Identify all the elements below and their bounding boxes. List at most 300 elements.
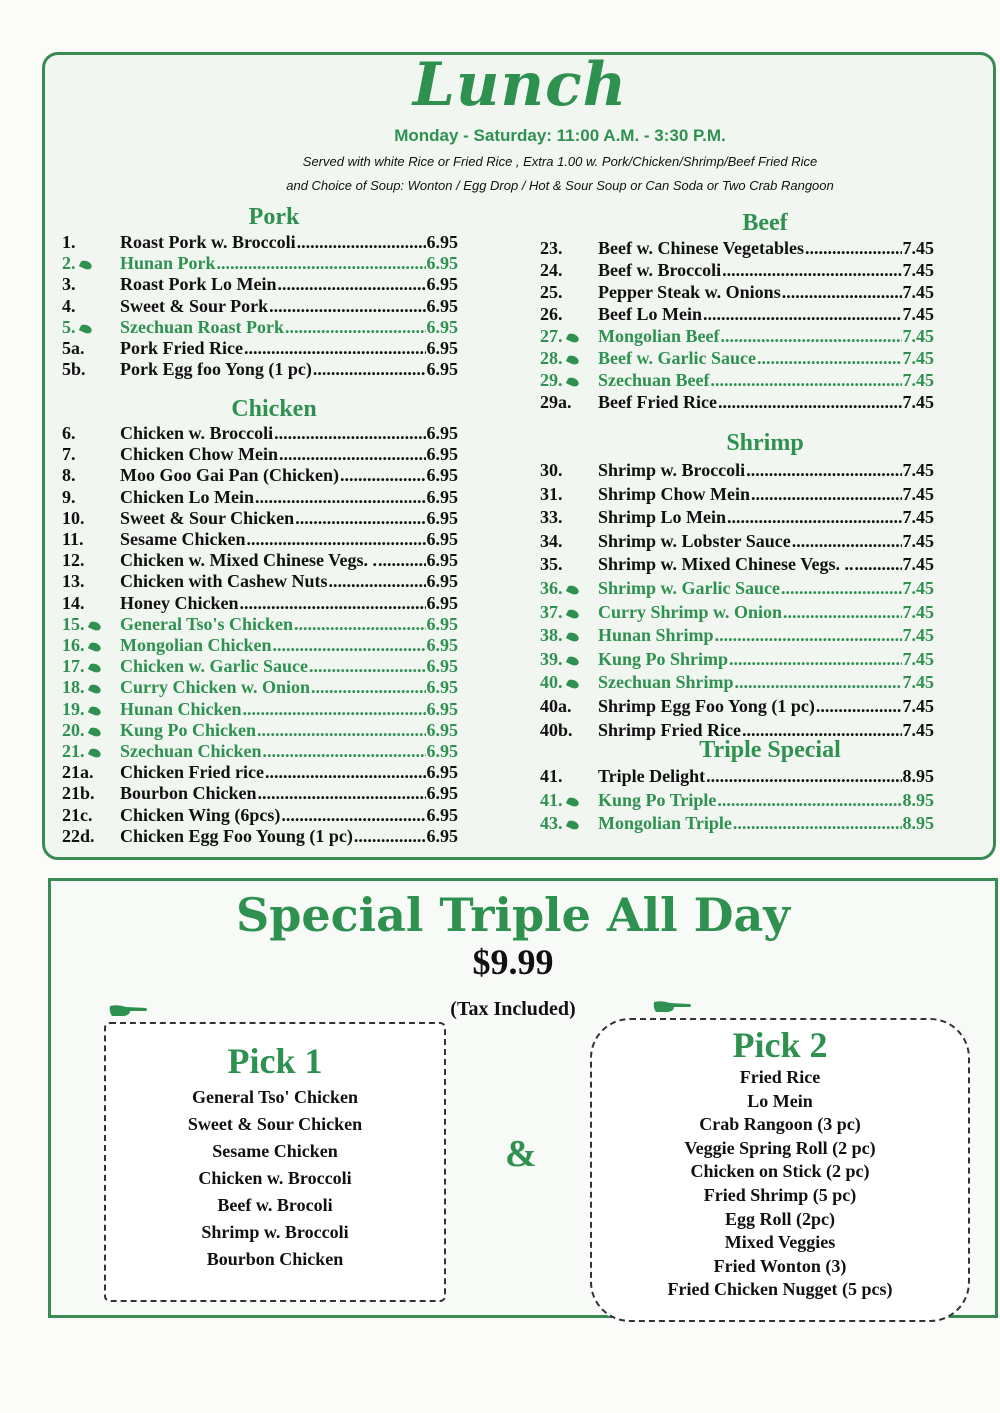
item-name: Moo Goo Gai Pan (Chicken) (120, 465, 339, 486)
pick2-item: Fried Shrimp (5 pc) (703, 1185, 857, 1205)
leader-dots (273, 635, 426, 656)
item-name: Chicken Lo Mein (120, 486, 255, 507)
item-name: Hunan Pork (120, 253, 216, 274)
tax-note: (Tax Included) (450, 998, 576, 1020)
item-price: 7.45 (902, 625, 934, 646)
item-number: 37. (540, 602, 598, 623)
leader-dots (742, 720, 902, 741)
item-number: 2. (62, 253, 120, 274)
item-name: Szechuan Shrimp (598, 672, 734, 693)
item-price: 6.95 (426, 359, 458, 380)
lunch-hours: Monday - Saturday: 11:00 A.M. - 3:30 P.M. (394, 126, 726, 145)
item-price: 7.45 (902, 719, 934, 740)
item-price: 7.45 (902, 304, 934, 324)
leader-dots (721, 326, 902, 347)
item-price: 7.45 (902, 554, 934, 575)
item-number: 41. (540, 766, 563, 786)
item-number: 8. (62, 465, 76, 486)
pick2-item: Veggie Spring Roll (2 pc) (684, 1137, 876, 1158)
item-name: Beef Lo Mein (598, 304, 702, 324)
item-price: 7.45 (902, 392, 934, 412)
pepper-icon (565, 795, 579, 807)
leader-dots (715, 625, 902, 646)
menu-item (540, 813, 934, 834)
item-price: 6.95 (426, 613, 458, 634)
leader-dots (265, 762, 426, 783)
pepper-icon (87, 726, 101, 738)
item-name: Shrimp Chow Mein (598, 483, 751, 504)
item-price: 7.45 (902, 326, 934, 346)
item-price: 6.95 (426, 338, 458, 358)
pick1-item: Bourbon Chicken (206, 1249, 344, 1269)
item-name: Szechuan Beef (598, 370, 710, 390)
pick1-item: Sweet & Sour Chicken (187, 1114, 363, 1134)
item-number: 20. (62, 720, 120, 741)
leader-dots (258, 783, 426, 804)
leader-dots (285, 317, 425, 338)
menu-item (62, 720, 458, 741)
item-name: Mongolian Chicken (120, 635, 272, 655)
menu-item (62, 571, 458, 592)
item-number: 38. (540, 625, 598, 646)
menu-item (540, 766, 934, 787)
item-name: Kung Po Shrimp (598, 648, 729, 669)
item-price: 6.95 (426, 507, 458, 528)
item-price: 6.95 (426, 295, 458, 316)
item-price: 7.45 (902, 507, 934, 528)
item-price: 6.95 (426, 571, 458, 592)
item-name: Sweet & Sour Pork (120, 295, 269, 316)
menu-item (540, 392, 934, 413)
item-number: 31. (540, 483, 563, 504)
leader-dots (706, 766, 901, 787)
pepper-icon (78, 323, 92, 335)
item-price: 6.95 (426, 592, 458, 613)
menu-item (62, 508, 458, 529)
section-shrimp-title: Shrimp (726, 430, 804, 456)
menu-item (62, 762, 458, 783)
leader-dots (240, 593, 426, 614)
item-price: 7.45 (902, 578, 934, 598)
menu-item (540, 238, 934, 259)
item-number: 6. (62, 423, 76, 443)
item-name: Shrimp Fried Rice (598, 719, 741, 740)
leader-dots (354, 826, 426, 847)
item-price: 6.95 (426, 656, 458, 677)
menu-item (62, 487, 458, 508)
item-number: 21a. (62, 762, 94, 783)
item-price: 7.45 (902, 238, 934, 258)
leader-dots (313, 359, 426, 380)
menu-item (62, 253, 458, 274)
special-price: $9.99 (472, 942, 554, 982)
item-price: 6.95 (426, 423, 458, 443)
item-price: 6.95 (426, 486, 458, 507)
menu-item (62, 805, 458, 826)
leader-dots (243, 699, 426, 720)
leader-dots (711, 370, 902, 391)
item-number: 29a. (540, 392, 572, 412)
leader-dots (816, 696, 902, 717)
item-number: 29. (540, 370, 598, 391)
item-number: 5b. (62, 359, 86, 380)
item-number: 40b. (540, 719, 573, 740)
item-price: 6.95 (426, 783, 458, 804)
item-price: 6.95 (426, 804, 458, 825)
item-name: Kung Po Chicken (120, 719, 257, 740)
item-number: 40a. (540, 696, 572, 716)
menu-item (62, 677, 458, 698)
item-number: 22d. (62, 825, 95, 846)
item-name: Chicken Fried rice (120, 762, 264, 783)
item-price: 7.45 (902, 530, 934, 551)
item-number: 30. (540, 460, 563, 480)
item-price: 7.45 (902, 601, 934, 622)
pick1-item: Sesame Chicken (212, 1141, 338, 1161)
item-number: 13. (62, 571, 85, 592)
item-name: Mongolian Triple (598, 813, 732, 834)
item-number: 21. (62, 741, 120, 762)
menu-item (540, 348, 934, 369)
item-number: 35. (540, 554, 563, 575)
menu-item (540, 672, 934, 693)
leader-dots (244, 338, 426, 359)
pepper-icon (565, 819, 579, 831)
item-name: General Tso's Chicken (120, 613, 294, 634)
item-number: 39. (540, 649, 598, 670)
pepper-icon (565, 354, 579, 366)
leader-dots (378, 550, 425, 571)
item-name: Pork Fried Rice (120, 338, 243, 358)
pepper-icon (87, 662, 101, 674)
leader-dots (722, 260, 901, 281)
menu-item (540, 304, 934, 325)
menu-item (540, 696, 934, 717)
menu-item (62, 826, 458, 847)
leader-dots (805, 238, 902, 259)
menu-item (540, 531, 934, 552)
pepper-icon (87, 620, 101, 632)
item-number: 25. (540, 282, 563, 302)
item-price: 6.95 (426, 762, 458, 783)
pick2-item: Mixed Veggies (724, 1232, 836, 1253)
item-price: 6.95 (426, 465, 458, 486)
item-price: 6.95 (426, 316, 458, 337)
leader-dots (278, 274, 426, 295)
item-number: 11. (62, 529, 84, 549)
menu-item (540, 554, 934, 575)
menu-item (62, 359, 458, 380)
item-price: 6.95 (426, 677, 458, 698)
item-price: 6.95 (426, 635, 458, 655)
item-number: 36. (540, 578, 598, 599)
item-number: 40. (540, 672, 598, 693)
item-number: 4. (62, 295, 76, 316)
item-name: Roast Pork Lo Mein (120, 274, 277, 295)
section-triple-title: Triple Special (699, 737, 841, 763)
ampersand: & (505, 1133, 537, 1175)
leader-dots (279, 444, 425, 465)
pick2-item: Lo Mein (747, 1090, 813, 1111)
pick1-item: Shrimp w. Broccoli (201, 1222, 349, 1242)
leader-dots (274, 423, 425, 444)
leader-dots (247, 529, 426, 550)
pick2-title: Pick 2 (732, 1025, 828, 1065)
pepper-icon (87, 683, 101, 695)
menu-item (62, 699, 458, 720)
leader-dots (311, 677, 425, 698)
leader-dots (217, 253, 426, 274)
pepper-icon (565, 607, 579, 619)
item-number: 5. (62, 317, 120, 338)
lunch-title: Lunch (412, 50, 628, 120)
item-number: 21c. (62, 804, 93, 825)
pick2-item: Fried Wonton (3) (713, 1255, 847, 1276)
item-price: 8.95 (902, 766, 934, 786)
item-number: 21b. (62, 783, 95, 804)
special-title: Special Triple All Day (235, 888, 791, 942)
menu-item (62, 274, 458, 295)
section-beef-title: Beef (742, 210, 788, 236)
item-name: Szechuan Chicken (120, 741, 262, 761)
leader-dots (263, 741, 426, 762)
item-number: 19. (62, 699, 120, 720)
pointing-hand-icon (108, 1002, 148, 1018)
item-price: 7.45 (902, 672, 934, 693)
menu-item (540, 460, 934, 481)
item-number: 33. (540, 507, 563, 528)
item-number: 14. (62, 592, 85, 613)
item-name: Roast Pork w. Broccoli (120, 232, 296, 252)
item-number: 43. (540, 813, 598, 834)
item-number: 17. (62, 656, 120, 677)
leader-dots (257, 720, 425, 741)
pepper-icon (565, 678, 579, 690)
menu-item (540, 484, 934, 505)
item-name: Shrimp Egg Foo Yong (1 pc) (598, 696, 815, 716)
leader-dots (717, 790, 901, 811)
leader-dots (281, 805, 425, 826)
pointing-hand-icon (652, 998, 692, 1014)
pick1-title: Pick 1 (227, 1041, 323, 1081)
menu-item (62, 783, 458, 804)
menu-item (62, 529, 458, 550)
item-name: Beef w. Garlic Sauce (598, 348, 756, 368)
item-name: Kung Po Triple (598, 789, 717, 810)
leader-dots (269, 296, 425, 317)
item-name: Sesame Chicken (120, 529, 246, 549)
section-pork-title: Pork (248, 204, 300, 230)
menu-item (62, 317, 458, 338)
item-number: 1. (62, 232, 76, 252)
menu-item (540, 260, 934, 281)
menu-item (62, 444, 458, 465)
leader-dots (295, 508, 425, 529)
leader-dots (735, 672, 902, 693)
item-price: 7.45 (902, 483, 934, 504)
pick1-item: General Tso' Chicken (191, 1087, 359, 1107)
pick1-item: Beef w. Brocoli (217, 1195, 333, 1215)
leader-dots (733, 813, 902, 834)
menu-item (540, 370, 934, 391)
item-price: 7.45 (902, 460, 934, 480)
pick2-item: Egg Roll (2pc) (725, 1208, 835, 1229)
pick2-item: Fried Rice (739, 1067, 821, 1087)
item-price: 6.95 (426, 698, 458, 719)
item-name: Shrimp Lo Mein (598, 507, 727, 528)
leader-dots (792, 531, 902, 552)
item-price: 6.95 (426, 232, 458, 252)
item-price: 6.95 (426, 741, 458, 761)
item-name: Bourbon Chicken (120, 783, 257, 804)
item-name: Curry Shrimp w. Onion (598, 601, 783, 622)
menu-item (540, 720, 934, 741)
item-price: 8.95 (902, 813, 934, 834)
item-price: 7.45 (902, 696, 934, 716)
menu-item (540, 282, 934, 303)
item-price: 7.45 (902, 370, 934, 390)
item-name: Chicken with Cashew Nuts (120, 571, 328, 592)
pepper-icon (565, 332, 579, 344)
leader-dots (309, 656, 426, 677)
item-number: 24. (540, 260, 563, 280)
pick1-item: Chicken w. Broccoli (198, 1168, 352, 1188)
pepper-icon (87, 704, 101, 716)
item-number: 7. (62, 444, 76, 465)
pick2-item: Chicken on Stick (2 pc) (690, 1161, 870, 1182)
menu-item (62, 296, 458, 317)
item-number: 12. (62, 550, 85, 571)
menu-item (62, 338, 458, 359)
item-name: Sweet & Sour Chicken (120, 507, 295, 528)
item-price: 7.45 (902, 648, 934, 669)
item-name: Shrimp w. Mixed Chinese Vegs. .. (598, 554, 854, 575)
item-number: 41. (540, 790, 598, 811)
item-name: Beef w. Chinese Vegetables (598, 238, 804, 258)
item-name: Szechuan Roast Pork (120, 316, 285, 337)
item-price: 7.45 (902, 348, 934, 368)
menu-item (540, 326, 934, 347)
item-number: 23. (540, 238, 563, 258)
leader-dots (255, 487, 425, 508)
item-name: Pepper Steak w. Onions (598, 282, 781, 302)
item-name: Chicken Chow Mein (120, 444, 279, 465)
item-price: 6.95 (426, 444, 458, 465)
item-name: Chicken w. Mixed Chinese Vegs. . (120, 550, 378, 571)
item-name: Pork Egg foo Yong (1 pc) (120, 359, 312, 380)
item-name: Chicken Wing (6pcs) (120, 804, 281, 825)
leader-dots (751, 484, 901, 505)
item-price: 6.95 (426, 274, 458, 295)
pepper-icon (565, 376, 579, 388)
item-name: Chicken Egg Foo Young (1 pc) (120, 825, 353, 846)
menu-item (62, 232, 458, 253)
section-chicken-title: Chicken (231, 396, 317, 422)
lunch-note-line2: and Choice of Soup: Wonton / Egg Drop / Hot & Sour Soup or Can Soda or Two Crab Rangoon (286, 178, 834, 193)
item-number: 27. (540, 326, 598, 347)
menu-item (62, 593, 458, 614)
item-name: Beef w. Broccoli (598, 260, 722, 280)
pepper-icon (565, 631, 579, 643)
menu-item (540, 625, 934, 646)
menu-item (62, 550, 458, 571)
item-number: 16. (62, 635, 120, 656)
leader-dots (718, 392, 902, 413)
leader-dots (746, 460, 901, 481)
item-name: Hunan Chicken (120, 698, 242, 719)
leader-dots (783, 602, 901, 623)
item-name: Shrimp w. Broccoli (598, 460, 746, 480)
item-name: Chicken w. Garlic Sauce (120, 656, 308, 677)
leader-dots (782, 282, 902, 303)
menu-item (62, 656, 458, 677)
menu-item (62, 423, 458, 444)
leader-dots (329, 571, 426, 592)
menu-item (62, 635, 458, 656)
item-number: 15. (62, 614, 120, 635)
item-price: 6.95 (426, 529, 458, 549)
item-price: 7.45 (902, 260, 934, 280)
item-name: Shrimp w. Lobster Sauce (598, 530, 791, 551)
menu-item (540, 578, 934, 599)
pepper-icon (565, 584, 579, 596)
item-number: 10. (62, 507, 85, 528)
item-price: 8.95 (902, 789, 934, 810)
item-name: Mongolian Beef (598, 326, 720, 346)
pepper-icon (87, 747, 101, 759)
menu-item (62, 465, 458, 486)
item-number: 5a. (62, 338, 85, 358)
menu-item (540, 507, 934, 528)
item-number: 34. (540, 530, 563, 551)
pepper-icon (565, 655, 579, 667)
lunch-note-line1: Served with white Rice or Fried Rice , Extra 1.00 w. Pork/Chicken/Shrimp/Beef Fried Rice (302, 154, 818, 169)
item-name: Hunan Shrimp (598, 625, 714, 646)
leader-dots (729, 649, 901, 670)
item-number: 28. (540, 348, 598, 369)
menu-item (62, 614, 458, 635)
leader-dots (294, 614, 425, 635)
leader-dots (340, 465, 426, 486)
item-price: 7.45 (902, 282, 934, 302)
leader-dots (727, 507, 901, 528)
item-number: 9. (62, 486, 76, 507)
leader-dots (757, 348, 902, 369)
pepper-icon (87, 641, 101, 653)
item-price: 6.95 (426, 825, 458, 846)
menu-item (62, 741, 458, 762)
item-number: 18. (62, 677, 120, 698)
menu-item (540, 790, 934, 811)
item-number: 3. (62, 274, 76, 295)
item-price: 6.95 (426, 253, 458, 274)
leader-dots (703, 304, 902, 325)
item-name: Curry Chicken w. Onion (120, 677, 311, 698)
pick2-item: Fried Chicken Nugget (5 pcs) (667, 1279, 893, 1300)
item-name: Honey Chicken (120, 592, 239, 613)
leader-dots (855, 554, 902, 575)
item-name: Chicken w. Broccoli (120, 423, 274, 443)
leader-dots (781, 578, 901, 599)
menu-item (540, 649, 934, 670)
item-name: Shrimp w. Garlic Sauce (598, 578, 781, 598)
leader-dots (297, 232, 426, 253)
item-name: Triple Delight (598, 766, 706, 786)
pepper-icon (78, 259, 92, 271)
item-name: Beef Fried Rice (598, 392, 717, 412)
menu-item (540, 602, 934, 623)
pick2-item: Crab Rangoon (3 pc) (699, 1114, 861, 1135)
